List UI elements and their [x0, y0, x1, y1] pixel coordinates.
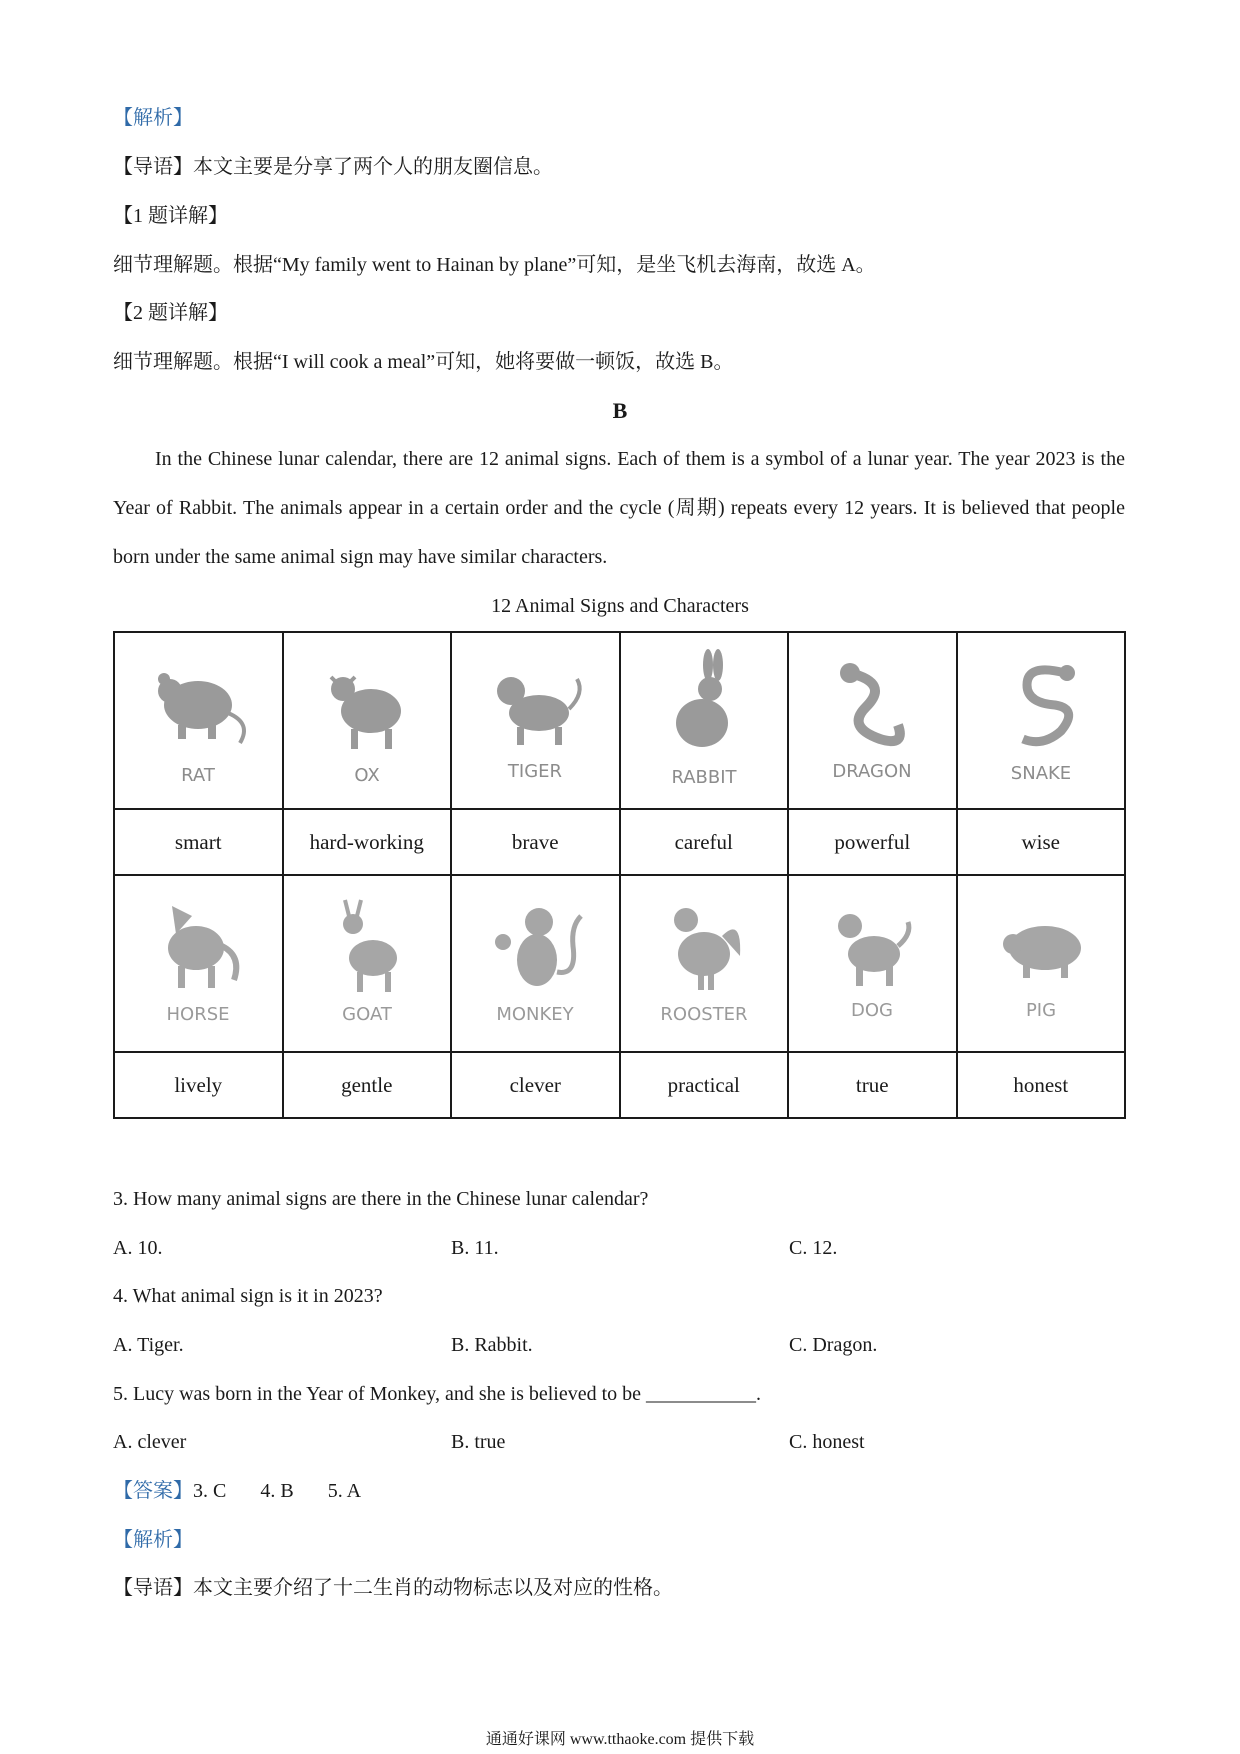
question-4-option-a: A. Tiger. [113, 1334, 184, 1356]
character-cell: powerful [788, 809, 957, 875]
character-cell: careful [620, 809, 789, 875]
question-4-stem: 4. What animal sign is it in 2023? [113, 1285, 383, 1307]
section-letter: B [612, 398, 628, 423]
animal-image-row-2 [114, 875, 1125, 1052]
jiexi-heading-1: 【解析】 [113, 107, 193, 129]
animal-label: RABBIT [671, 767, 737, 788]
tiger-figure [473, 643, 597, 793]
monkey-figure [473, 886, 597, 1036]
table-title: 12 Animal Signs and Characters [491, 595, 749, 617]
dragon-figure [810, 643, 934, 793]
rat-figure [136, 643, 260, 793]
character-row-2 [114, 1052, 1125, 1118]
q2-detail-text: 细节理解题。根据“I will cook a meal”可知，她将要做一顿饭，故选 B。 [113, 351, 734, 373]
jiexi-heading-2: 【解析】 [113, 1529, 193, 1551]
character-cell: practical [620, 1052, 789, 1118]
question-4-option-b: B. Rabbit. [451, 1334, 533, 1356]
q2-detail-heading: 【2 题详解】 [113, 302, 228, 324]
zodiac-table [113, 631, 1126, 1119]
animal-label: ROOSTER [660, 1004, 748, 1025]
question-5-stem: 5. Lucy was born in the Year of Monkey, and she is believed to be ___________. [113, 1383, 762, 1405]
page-footer: 通通好课网 www.tthaoke.com 提供下载 [485, 1731, 755, 1748]
character-cell: honest [957, 1052, 1126, 1118]
answer-tag: 【答案】 [113, 1480, 193, 1502]
animal-label: DOG [851, 1000, 894, 1021]
character-cell: hard-working [283, 809, 452, 875]
daoyu-tag: 【导语】 [113, 156, 193, 178]
question-5-option-b: B. true [451, 1431, 506, 1453]
horse-figure [136, 886, 260, 1036]
animal-label: HORSE [166, 1004, 230, 1025]
rooster-figure [642, 886, 766, 1036]
ox-figure [305, 643, 429, 793]
daoyu-text: 本文主要是分享了两个人的朋友圈信息。 [193, 156, 553, 178]
pig-figure [979, 886, 1103, 1036]
passage-paragraph: In the Chinese lunar calendar, there are 12 animal signs. Each of them is a symbol of a lunar year. The year 2023 is the Year of Rabbit. The animals appear in a certain order and the cycle (周期) repeats every 12 years. It is believed that people born under the same animal sign may have similar characters. [113, 448, 1125, 568]
daoyu-tag-2: 【导语】 [113, 1577, 193, 1599]
answer-5: 5. A [327, 1480, 362, 1502]
q1-detail-heading: 【1 题详解】 [113, 205, 228, 227]
question-3-option-b: B. 11. [451, 1237, 499, 1259]
animal-label: PIG [1025, 1000, 1056, 1021]
character-cell: wise [957, 809, 1126, 875]
goat-figure [305, 886, 429, 1036]
dog-figure [810, 886, 934, 1036]
character-cell: true [788, 1052, 957, 1118]
answer-line [113, 1478, 361, 1504]
question-5-option-c: C. honest [789, 1431, 865, 1453]
answer-3: 3. C [193, 1480, 227, 1502]
daoyu-line-2 [113, 1575, 673, 1601]
animal-image-row-1 [114, 632, 1125, 809]
animal-label: RAT [181, 765, 216, 786]
daoyu-line-1 [113, 154, 553, 180]
character-cell: clever [451, 1052, 620, 1118]
character-row-1 [114, 809, 1125, 875]
daoyu-text-2: 本文主要介绍了十二生肖的动物标志以及对应的性格。 [193, 1577, 673, 1599]
character-cell: gentle [283, 1052, 452, 1118]
rabbit-figure [642, 643, 766, 793]
question-3-stem: 3. How many animal signs are there in the Chinese lunar calendar? [113, 1188, 649, 1210]
answer-4: 4. B [260, 1480, 294, 1502]
character-cell: smart [114, 809, 283, 875]
animal-label: SNAKE [1010, 763, 1071, 784]
animal-label: DRAGON [832, 761, 912, 782]
snake-figure [979, 643, 1103, 793]
question-3-option-c: C. 12. [789, 1237, 838, 1259]
animal-label: OX [354, 765, 380, 786]
animal-label: GOAT [341, 1004, 392, 1025]
q1-detail-text: 细节理解题。根据“My family went to Hainan by plane”可知，是坐飞机去海南，故选 A。 [113, 254, 876, 276]
question-3-option-a: A. 10. [113, 1237, 163, 1259]
animal-label: TIGER [508, 761, 563, 782]
animal-label: MONKEY [496, 1004, 574, 1025]
question-5-option-a: A. clever [113, 1431, 187, 1453]
question-4-option-c: C. Dragon. [789, 1334, 878, 1356]
character-cell: brave [451, 809, 620, 875]
character-cell: lively [114, 1052, 283, 1118]
